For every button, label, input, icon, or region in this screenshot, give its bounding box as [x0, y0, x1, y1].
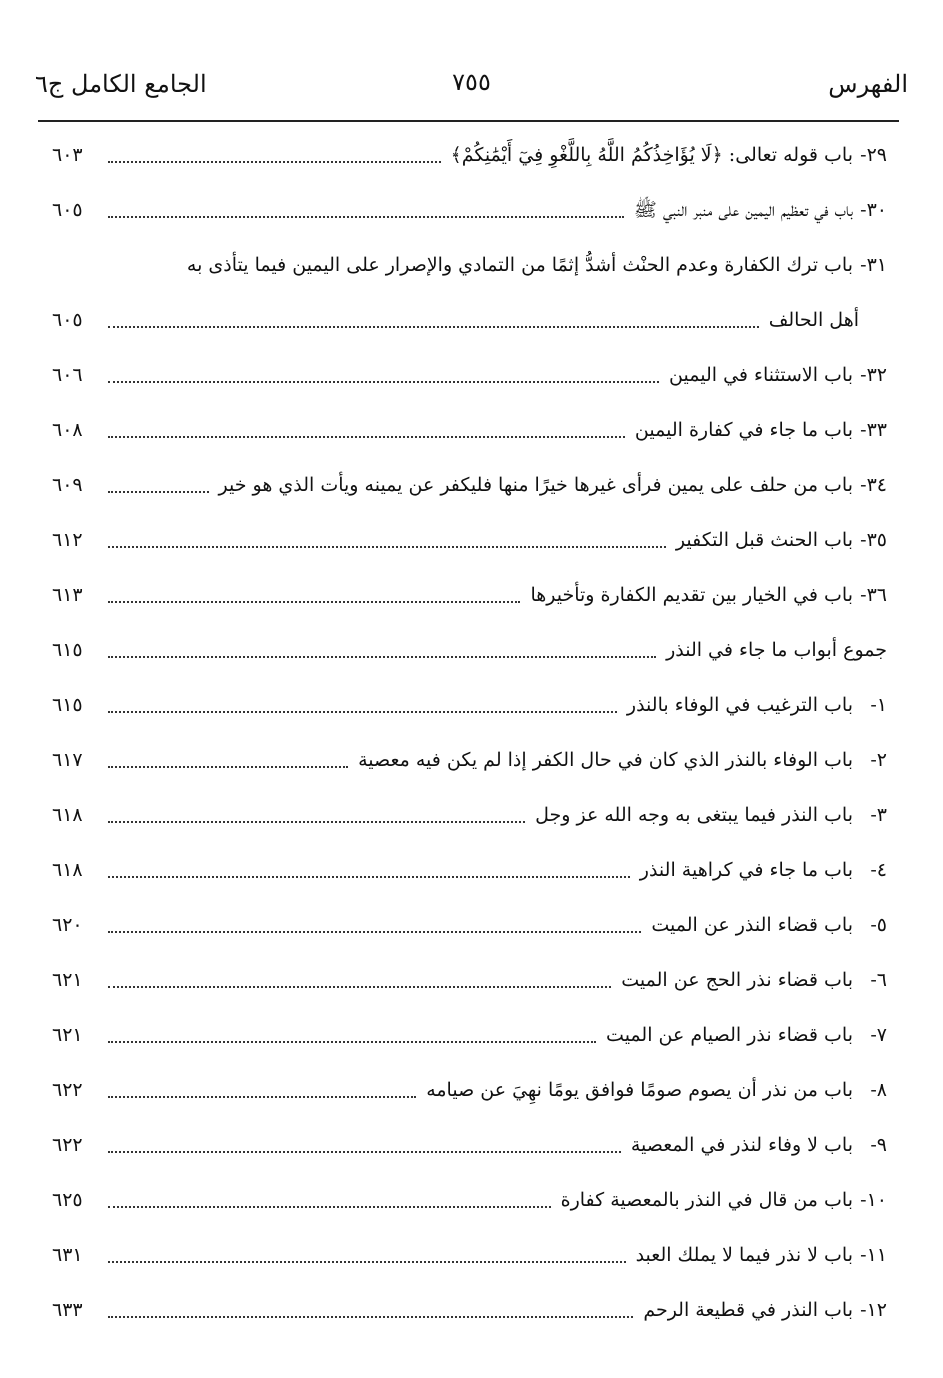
entry-title: أهل الحالف [768, 309, 859, 331]
toc-entry [52, 128, 887, 183]
entry-page: ٦٢١ [52, 969, 83, 991]
entry-page: ٦٠٩ [52, 474, 83, 496]
entry-title: باب الوفاء بالنذر الذي كان في حال الكفر إذا لم يكن فيه معصية [358, 749, 853, 771]
toc-entry [52, 1283, 887, 1338]
toc-entry [52, 733, 887, 788]
entry-page: ٦١٥ [52, 639, 83, 661]
entry-page: ٦٢١ [52, 1024, 83, 1046]
entry-title: باب ما جاء في كفارة اليمين [634, 419, 853, 441]
entry-number: ٢٩- [860, 144, 887, 166]
entry-title: باب قضاء نذر الصيام عن الميت [606, 1024, 853, 1046]
header-rule [38, 120, 899, 122]
entry-number: ٣٥- [860, 529, 887, 551]
entry-number: ٣٢- [860, 364, 887, 386]
entry-title: باب الاستثناء في اليمين [669, 364, 853, 386]
dot-leader [108, 546, 666, 548]
entry-number: ١١- [860, 1244, 887, 1266]
dot-leader [108, 1096, 416, 1098]
toc-entry [52, 843, 887, 898]
dot-leader [108, 601, 520, 603]
toc-entry [52, 788, 887, 843]
entry-number: ٥- [870, 914, 887, 936]
toc-entry [52, 1063, 887, 1118]
toc-entry [52, 183, 887, 238]
toc-entry [52, 1173, 887, 1228]
entry-title: باب ما جاء في كراهية النذر [639, 859, 853, 881]
entry-title: باب النذر فيما يبتغى به وجه الله عز وجل [535, 804, 853, 826]
entry-title: باب من نذر أن يصوم صومًا فوافق يومًا نهِيَ عن صيامه [426, 1079, 853, 1101]
entry-page: ٦٠٨ [52, 419, 83, 441]
entry-title: باب ترك الكفارة وعدم الحنْث أشدُّ إثمًا من التمادي والإصرار على اليمين فيما يتأذى به [186, 254, 853, 276]
toc-group-heading [52, 623, 887, 678]
entry-title: باب قضاء نذر الحج عن الميت [621, 969, 853, 991]
entry-number: ٩- [870, 1134, 887, 1156]
entry-number: ١٢- [860, 1299, 887, 1321]
toc-entry [52, 403, 887, 458]
entry-title: باب الحنث قبل التكفير [675, 529, 853, 551]
dot-leader [108, 491, 209, 493]
entry-page: ٦١٨ [52, 804, 83, 826]
entry-number: ٣- [870, 804, 887, 826]
dot-leader [108, 381, 659, 383]
entry-title: باب من قال في النذر بالمعصية كفارة [560, 1189, 853, 1211]
entry-number: ٨- [870, 1079, 887, 1101]
dot-leader [108, 876, 630, 878]
book-title: الجامع الكامل ج٦ [35, 70, 207, 98]
entry-title: باب في الخيار بين تقديم الكفارة وتأخيرها [530, 584, 853, 606]
entry-page: ٦٠٣ [52, 144, 83, 166]
entry-number: ٣٣- [860, 419, 887, 441]
page-number: ٧٥٥ [452, 68, 491, 96]
entry-page: ٦٠٦ [52, 364, 83, 386]
entry-title: باب قضاء النذر عن الميت [651, 914, 853, 936]
toc-entry [52, 348, 887, 403]
entry-number: ٣٤- [860, 474, 887, 496]
dot-leader [108, 436, 625, 438]
entry-page: ٦١٢ [52, 529, 83, 551]
dot-leader [108, 766, 348, 768]
dot-leader [108, 216, 624, 218]
entry-number: ١- [870, 694, 887, 716]
entry-number: ٧- [870, 1024, 887, 1046]
entry-number: ٣٠- [860, 199, 887, 221]
entry-page: ٦٣٣ [52, 1299, 83, 1321]
dot-leader [108, 1151, 621, 1153]
dot-leader [108, 931, 641, 933]
entry-page: ٦١٧ [52, 749, 83, 771]
entry-title: باب النذر في قطيعة الرحم [643, 1299, 853, 1321]
entry-page: ٦١٨ [52, 859, 83, 881]
entry-page: ٦١٣ [52, 584, 83, 606]
entry-number: ٦- [870, 969, 887, 991]
dot-leader [108, 1206, 551, 1208]
entry-title: جموع أبواب ما جاء في النذر [666, 639, 887, 661]
entry-number: ٤- [870, 859, 887, 881]
entry-page: ٦٢٢ [52, 1134, 83, 1156]
dot-leader [108, 1041, 596, 1043]
toc-entry [52, 458, 887, 513]
entry-page: ٦٢٠ [52, 914, 83, 936]
dot-leader [108, 986, 611, 988]
toc-entry [52, 898, 887, 953]
dot-leader [108, 821, 525, 823]
toc-entry [52, 1118, 887, 1173]
toc-entry-continuation [52, 293, 887, 348]
dot-leader [108, 656, 656, 658]
entry-number: ٣١- [860, 254, 887, 276]
entry-title: باب الترغيب في الوفاء بالنذر [626, 694, 853, 716]
toc-entry [52, 1008, 887, 1063]
toc-entry [52, 238, 887, 293]
entry-page: ٦٠٥ [52, 199, 83, 221]
entry-title: باب لا نذر فيما لا يملك العبد [635, 1244, 853, 1266]
entry-page: ٦٢٢ [52, 1079, 83, 1101]
toc-entry [52, 513, 887, 568]
entry-page: ٦٣١ [52, 1244, 83, 1266]
toc-entry [52, 953, 887, 1008]
entry-page: ٦١٥ [52, 694, 83, 716]
dot-leader [108, 1261, 626, 1263]
entry-title: باب قوله تعالى: ﴿لَا يُؤَاخِذُكُمُ اللَّهُ بِاللَّغْوِ فِيٓ أَيْمَٰنِكُمْ﴾ [450, 144, 853, 166]
dot-leader [108, 711, 617, 713]
entry-page: ٦٠٥ [52, 309, 83, 331]
entry-number: ٣٦- [860, 584, 887, 606]
entry-number: ١٠- [860, 1189, 887, 1211]
entry-title: باب في تعظيم اليمين على منبر النبي ﷺ [633, 199, 853, 221]
toc-entry [52, 568, 887, 623]
entry-page: ٦٢٥ [52, 1189, 83, 1211]
toc-entry [52, 1228, 887, 1283]
dot-leader [108, 161, 441, 163]
page-header [30, 62, 913, 112]
toc-entry [52, 678, 887, 733]
entry-title: باب لا وفاء لنذر في المعصية [630, 1134, 853, 1156]
entry-title: باب من حلف على يمين فرأى غيرها خيرًا منها فليكفر عن يمينه ويأت الذي هو خير [218, 474, 853, 496]
dot-leader [108, 1316, 633, 1318]
dot-leader [108, 326, 759, 328]
entry-number: ٢- [870, 749, 887, 771]
table-of-contents [52, 128, 887, 1338]
section-title: الفهرس [828, 70, 908, 98]
